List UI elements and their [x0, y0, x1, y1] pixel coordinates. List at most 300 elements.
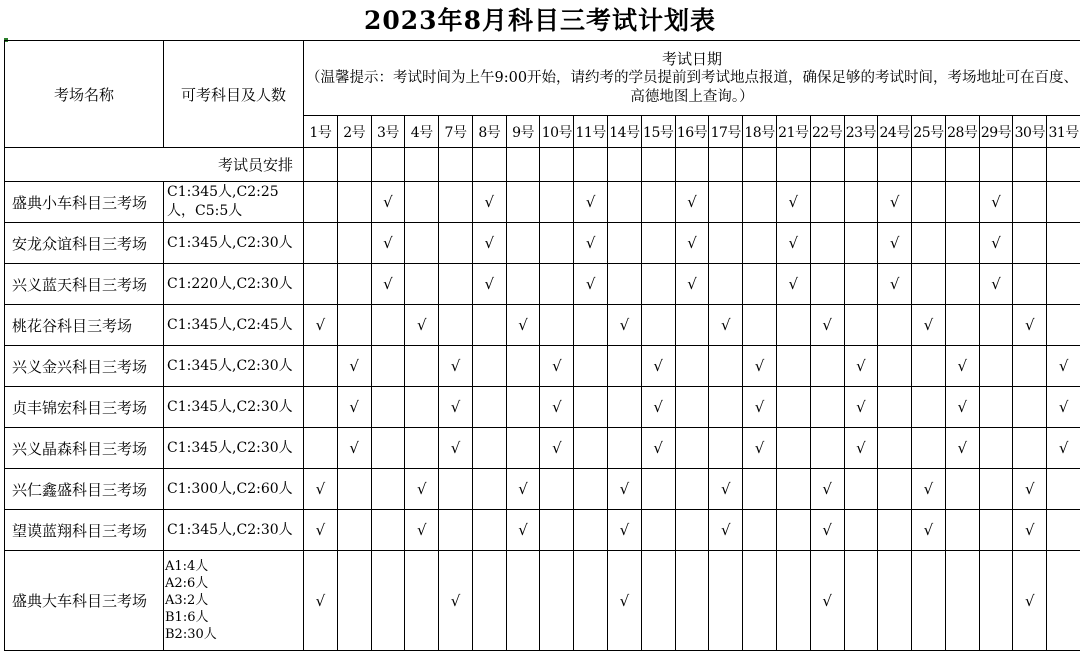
- examiner-cell: [1013, 148, 1047, 182]
- exam-day-check: √: [878, 264, 912, 305]
- empty-day-cell: [337, 182, 371, 223]
- exam-day-check: √: [472, 182, 506, 223]
- day-header: 4号: [405, 116, 439, 148]
- empty-day-cell: [945, 469, 979, 510]
- empty-day-cell: [979, 510, 1013, 551]
- examiner-cell: [304, 148, 338, 182]
- exam-day-check: √: [1013, 305, 1047, 346]
- exam-day-check: √: [1047, 387, 1080, 428]
- empty-day-cell: [979, 305, 1013, 346]
- day-header: 11号: [574, 116, 608, 148]
- day-header: 28号: [945, 116, 979, 148]
- venue-row: [5, 305, 1080, 346]
- venue-name: 兴义蓝天科目三考场: [5, 264, 164, 305]
- venue-subjects: C1:345人,C2:30人: [164, 510, 304, 551]
- examiner-cell: [472, 148, 506, 182]
- empty-day-cell: [608, 182, 642, 223]
- venue-subjects: C1:345人,C2:30人: [164, 346, 304, 387]
- venue-row: [5, 387, 1080, 428]
- empty-day-cell: [979, 551, 1013, 651]
- day-header: 3号: [371, 116, 405, 148]
- day-header: 1号: [304, 116, 338, 148]
- exam-day-check: √: [337, 428, 371, 469]
- exam-day-check: √: [304, 305, 338, 346]
- exam-day-check: √: [439, 387, 473, 428]
- exam-day-check: √: [945, 387, 979, 428]
- empty-day-cell: [878, 469, 912, 510]
- empty-day-cell: [709, 223, 743, 264]
- exam-day-check: √: [675, 264, 709, 305]
- empty-day-cell: [304, 346, 338, 387]
- empty-day-cell: [405, 428, 439, 469]
- exam-day-check: √: [405, 305, 439, 346]
- day-header: 23号: [844, 116, 878, 148]
- venue-name: 盛典小车科目三考场: [5, 182, 164, 223]
- empty-day-cell: [608, 264, 642, 305]
- exam-day-check: √: [912, 305, 946, 346]
- exam-day-check: √: [574, 182, 608, 223]
- empty-day-cell: [810, 182, 844, 223]
- empty-day-cell: [405, 387, 439, 428]
- exam-day-check: √: [743, 428, 777, 469]
- exam-day-check: √: [945, 346, 979, 387]
- empty-day-cell: [1047, 182, 1080, 223]
- empty-day-cell: [743, 510, 777, 551]
- exam-day-check: √: [844, 387, 878, 428]
- empty-day-cell: [304, 428, 338, 469]
- exam-day-check: √: [1047, 428, 1080, 469]
- venue-row: [5, 223, 1080, 264]
- empty-day-cell: [506, 551, 540, 651]
- empty-day-cell: [405, 346, 439, 387]
- day-header: 7号: [439, 116, 473, 148]
- empty-day-cell: [776, 387, 810, 428]
- subject-quota-item: B1:6人: [165, 610, 209, 625]
- empty-day-cell: [641, 551, 675, 651]
- empty-day-cell: [439, 182, 473, 223]
- empty-day-cell: [979, 469, 1013, 510]
- empty-day-cell: [945, 305, 979, 346]
- empty-day-cell: [337, 510, 371, 551]
- venue-name: 桃花谷科目三考场: [5, 305, 164, 346]
- exam-day-check: √: [304, 551, 338, 651]
- empty-day-cell: [574, 346, 608, 387]
- empty-day-cell: [506, 182, 540, 223]
- examiner-cell: [337, 148, 371, 182]
- day-header: 15号: [641, 116, 675, 148]
- venue-name: 盛典大车科目三考场: [5, 551, 164, 651]
- exam-day-check: √: [844, 346, 878, 387]
- empty-day-cell: [1013, 387, 1047, 428]
- exam-day-check: √: [371, 264, 405, 305]
- empty-day-cell: [912, 387, 946, 428]
- empty-day-cell: [979, 387, 1013, 428]
- empty-day-cell: [844, 510, 878, 551]
- empty-day-cell: [912, 551, 946, 651]
- empty-day-cell: [371, 346, 405, 387]
- empty-day-cell: [337, 469, 371, 510]
- empty-day-cell: [574, 305, 608, 346]
- empty-day-cell: [878, 387, 912, 428]
- exam-day-check: √: [641, 387, 675, 428]
- examiner-cell: [371, 148, 405, 182]
- empty-day-cell: [776, 305, 810, 346]
- exam-day-check: √: [337, 346, 371, 387]
- examiner-cell: [709, 148, 743, 182]
- empty-day-cell: [439, 510, 473, 551]
- dates-note: （温馨提示：考试时间为上午9:00开始，请约考的学员提前到考试地点报道，确保足够的考试时间，考场地址可在百度、高德地图上查询。）: [306, 69, 1079, 105]
- empty-day-cell: [912, 346, 946, 387]
- empty-day-cell: [472, 510, 506, 551]
- empty-day-cell: [574, 428, 608, 469]
- exam-schedule-table: [4, 40, 1080, 651]
- empty-day-cell: [304, 182, 338, 223]
- venue-subjects: C1:345人,C2:25人，C5:5人: [164, 182, 304, 223]
- examiner-cell: [979, 148, 1013, 182]
- venue-row: [5, 182, 1080, 223]
- empty-day-cell: [371, 305, 405, 346]
- exam-day-check: √: [540, 428, 574, 469]
- empty-day-cell: [472, 551, 506, 651]
- exam-day-check: √: [1047, 346, 1080, 387]
- examiner-cell: [844, 148, 878, 182]
- empty-day-cell: [439, 305, 473, 346]
- empty-day-cell: [472, 346, 506, 387]
- examiner-cell: [912, 148, 946, 182]
- empty-day-cell: [574, 387, 608, 428]
- empty-day-cell: [743, 469, 777, 510]
- empty-day-cell: [472, 469, 506, 510]
- exam-day-check: √: [776, 182, 810, 223]
- day-header: 24号: [878, 116, 912, 148]
- exam-day-check: √: [608, 469, 642, 510]
- empty-day-cell: [405, 223, 439, 264]
- empty-day-cell: [709, 551, 743, 651]
- empty-day-cell: [304, 223, 338, 264]
- empty-day-cell: [641, 469, 675, 510]
- venue-name: 兴义晶森科目三考场: [5, 428, 164, 469]
- empty-day-cell: [776, 428, 810, 469]
- empty-day-cell: [506, 346, 540, 387]
- venue-subjects: C1:300人,C2:60人: [164, 469, 304, 510]
- day-header: 17号: [709, 116, 743, 148]
- day-header: 21号: [776, 116, 810, 148]
- day-header: 8号: [472, 116, 506, 148]
- venue-name: 兴仁鑫盛科目三考场: [5, 469, 164, 510]
- examiner-cell: [743, 148, 777, 182]
- empty-day-cell: [540, 551, 574, 651]
- day-header: 10号: [540, 116, 574, 148]
- day-header: 25号: [912, 116, 946, 148]
- empty-day-cell: [405, 551, 439, 651]
- exam-day-check: √: [641, 428, 675, 469]
- venue-row: [5, 551, 1080, 651]
- exam-day-check: √: [371, 182, 405, 223]
- empty-day-cell: [1013, 182, 1047, 223]
- empty-day-cell: [743, 223, 777, 264]
- empty-day-cell: [675, 428, 709, 469]
- examiner-cell: [540, 148, 574, 182]
- day-header: 9号: [506, 116, 540, 148]
- empty-day-cell: [641, 305, 675, 346]
- empty-day-cell: [608, 387, 642, 428]
- examiner-cell: [776, 148, 810, 182]
- examiner-cell: [641, 148, 675, 182]
- exam-day-check: √: [540, 346, 574, 387]
- empty-day-cell: [675, 551, 709, 651]
- exam-day-check: √: [439, 551, 473, 651]
- exam-day-check: √: [675, 223, 709, 264]
- day-header: 14号: [608, 116, 642, 148]
- examiner-row: [5, 148, 1080, 182]
- empty-day-cell: [1047, 223, 1080, 264]
- empty-day-cell: [405, 264, 439, 305]
- empty-day-cell: [912, 428, 946, 469]
- empty-day-cell: [641, 182, 675, 223]
- empty-day-cell: [878, 428, 912, 469]
- day-header: 18号: [743, 116, 777, 148]
- empty-day-cell: [743, 182, 777, 223]
- empty-day-cell: [878, 346, 912, 387]
- day-header: 16号: [675, 116, 709, 148]
- header-row-top: [5, 41, 1080, 116]
- day-header: 2号: [337, 116, 371, 148]
- empty-day-cell: [1047, 469, 1080, 510]
- empty-day-cell: [304, 264, 338, 305]
- empty-day-cell: [878, 510, 912, 551]
- exam-day-check: √: [743, 387, 777, 428]
- exam-day-check: √: [304, 469, 338, 510]
- empty-day-cell: [810, 346, 844, 387]
- empty-day-cell: [506, 223, 540, 264]
- subject-quota-item: A2:6人: [165, 576, 209, 591]
- empty-day-cell: [945, 223, 979, 264]
- venue-header: 考场名称: [5, 41, 164, 148]
- empty-day-cell: [945, 182, 979, 223]
- examiner-label: 考试员安排: [5, 148, 304, 182]
- empty-day-cell: [574, 469, 608, 510]
- exam-day-check: √: [709, 510, 743, 551]
- empty-day-cell: [371, 428, 405, 469]
- empty-day-cell: [608, 428, 642, 469]
- exam-day-check: √: [472, 264, 506, 305]
- empty-day-cell: [776, 510, 810, 551]
- exam-day-check: √: [405, 510, 439, 551]
- venue-subjects: [164, 551, 304, 651]
- exam-day-check: √: [540, 387, 574, 428]
- exam-day-check: √: [304, 510, 338, 551]
- empty-day-cell: [540, 305, 574, 346]
- empty-day-cell: [371, 469, 405, 510]
- empty-day-cell: [540, 264, 574, 305]
- venue-subjects: C1:220人,C2:30人: [164, 264, 304, 305]
- empty-day-cell: [472, 305, 506, 346]
- exam-day-check: √: [709, 469, 743, 510]
- exam-day-check: √: [810, 469, 844, 510]
- exam-day-check: √: [1013, 510, 1047, 551]
- day-header: 30号: [1013, 116, 1047, 148]
- empty-day-cell: [337, 305, 371, 346]
- empty-day-cell: [844, 469, 878, 510]
- day-header: 22号: [810, 116, 844, 148]
- empty-day-cell: [776, 551, 810, 651]
- venue-subjects: C1:345人,C2:30人: [164, 387, 304, 428]
- venue-name: 望谟蓝翔科目三考场: [5, 510, 164, 551]
- examiner-cell: [506, 148, 540, 182]
- empty-day-cell: [304, 387, 338, 428]
- examiner-cell: [439, 148, 473, 182]
- examiner-cell: [608, 148, 642, 182]
- empty-day-cell: [945, 551, 979, 651]
- page-title: 2023年8月科目三考试计划表: [364, 6, 716, 35]
- empty-day-cell: [675, 305, 709, 346]
- empty-day-cell: [540, 469, 574, 510]
- empty-day-cell: [844, 182, 878, 223]
- exam-day-check: √: [810, 305, 844, 346]
- exam-day-check: √: [371, 223, 405, 264]
- empty-day-cell: [675, 469, 709, 510]
- subjects-header: 可考科目及人数: [164, 41, 304, 148]
- empty-day-cell: [1047, 551, 1080, 651]
- empty-day-cell: [574, 510, 608, 551]
- empty-day-cell: [810, 387, 844, 428]
- empty-day-cell: [844, 305, 878, 346]
- exam-day-check: √: [675, 182, 709, 223]
- exam-day-check: √: [439, 428, 473, 469]
- empty-day-cell: [743, 551, 777, 651]
- empty-day-cell: [675, 346, 709, 387]
- exam-day-check: √: [912, 469, 946, 510]
- exam-day-check: √: [878, 182, 912, 223]
- venue-row: [5, 510, 1080, 551]
- exam-day-check: √: [979, 264, 1013, 305]
- exam-day-check: √: [776, 223, 810, 264]
- empty-day-cell: [743, 264, 777, 305]
- empty-day-cell: [844, 551, 878, 651]
- venue-row: [5, 264, 1080, 305]
- empty-day-cell: [540, 182, 574, 223]
- exam-day-check: √: [979, 223, 1013, 264]
- empty-day-cell: [709, 346, 743, 387]
- dates-title: 考试日期: [662, 49, 723, 68]
- empty-day-cell: [506, 387, 540, 428]
- empty-day-cell: [675, 510, 709, 551]
- empty-day-cell: [506, 264, 540, 305]
- venue-subjects: C1:345人,C2:30人: [164, 223, 304, 264]
- empty-day-cell: [1047, 264, 1080, 305]
- exam-day-check: √: [1013, 551, 1047, 651]
- exam-day-check: √: [405, 469, 439, 510]
- exam-day-check: √: [878, 223, 912, 264]
- empty-day-cell: [776, 469, 810, 510]
- dates-header: [304, 41, 1080, 116]
- empty-day-cell: [844, 223, 878, 264]
- empty-day-cell: [540, 510, 574, 551]
- empty-day-cell: [337, 223, 371, 264]
- empty-day-cell: [1047, 305, 1080, 346]
- empty-day-cell: [945, 264, 979, 305]
- empty-day-cell: [405, 182, 439, 223]
- empty-day-cell: [979, 346, 1013, 387]
- venue-row: [5, 428, 1080, 469]
- venue-row: [5, 346, 1080, 387]
- venue-subjects: C1:345人,C2:45人: [164, 305, 304, 346]
- exam-day-check: √: [1013, 469, 1047, 510]
- venue-name: 兴义金兴科目三考场: [5, 346, 164, 387]
- exam-day-check: √: [608, 510, 642, 551]
- empty-day-cell: [945, 510, 979, 551]
- exam-day-check: √: [608, 551, 642, 651]
- empty-day-cell: [1013, 264, 1047, 305]
- empty-day-cell: [743, 305, 777, 346]
- venue-name: 贞丰锦宏科目三考场: [5, 387, 164, 428]
- exam-day-check: √: [979, 182, 1013, 223]
- day-header: 29号: [979, 116, 1013, 148]
- empty-day-cell: [1013, 223, 1047, 264]
- empty-day-cell: [472, 387, 506, 428]
- exam-day-check: √: [506, 510, 540, 551]
- empty-day-cell: [439, 223, 473, 264]
- exam-day-check: √: [912, 510, 946, 551]
- examiner-cell: [405, 148, 439, 182]
- empty-day-cell: [912, 223, 946, 264]
- empty-day-cell: [912, 182, 946, 223]
- empty-day-cell: [337, 264, 371, 305]
- empty-day-cell: [641, 264, 675, 305]
- empty-day-cell: [709, 428, 743, 469]
- empty-day-cell: [1013, 428, 1047, 469]
- empty-day-cell: [709, 264, 743, 305]
- exam-day-check: √: [574, 264, 608, 305]
- examiner-cell: [810, 148, 844, 182]
- empty-day-cell: [979, 428, 1013, 469]
- subject-quota-item: A1:4人: [165, 559, 209, 574]
- exam-day-check: √: [506, 469, 540, 510]
- examiner-cell: [675, 148, 709, 182]
- exam-day-check: √: [608, 305, 642, 346]
- examiner-cell: [1047, 148, 1080, 182]
- empty-day-cell: [709, 182, 743, 223]
- empty-day-cell: [608, 346, 642, 387]
- exam-day-check: √: [472, 223, 506, 264]
- examiner-cell: [878, 148, 912, 182]
- exam-day-check: √: [574, 223, 608, 264]
- examiner-cell: [574, 148, 608, 182]
- venue-name: 安龙众谊科目三考场: [5, 223, 164, 264]
- empty-day-cell: [608, 223, 642, 264]
- empty-day-cell: [810, 428, 844, 469]
- exam-day-check: √: [337, 387, 371, 428]
- exam-day-check: √: [439, 346, 473, 387]
- empty-day-cell: [641, 510, 675, 551]
- subject-quota-item: B2:30人: [165, 627, 217, 642]
- empty-day-cell: [540, 223, 574, 264]
- empty-day-cell: [844, 264, 878, 305]
- exam-day-check: √: [844, 428, 878, 469]
- exam-day-check: √: [506, 305, 540, 346]
- empty-day-cell: [675, 387, 709, 428]
- empty-day-cell: [878, 551, 912, 651]
- empty-day-cell: [810, 264, 844, 305]
- empty-day-cell: [506, 428, 540, 469]
- empty-day-cell: [641, 223, 675, 264]
- empty-day-cell: [337, 551, 371, 651]
- empty-day-cell: [439, 469, 473, 510]
- exam-day-check: √: [743, 346, 777, 387]
- exam-day-check: √: [810, 510, 844, 551]
- venue-subjects: C1:345人,C2:30人: [164, 428, 304, 469]
- subject-quota-item: A3:2人: [165, 593, 209, 608]
